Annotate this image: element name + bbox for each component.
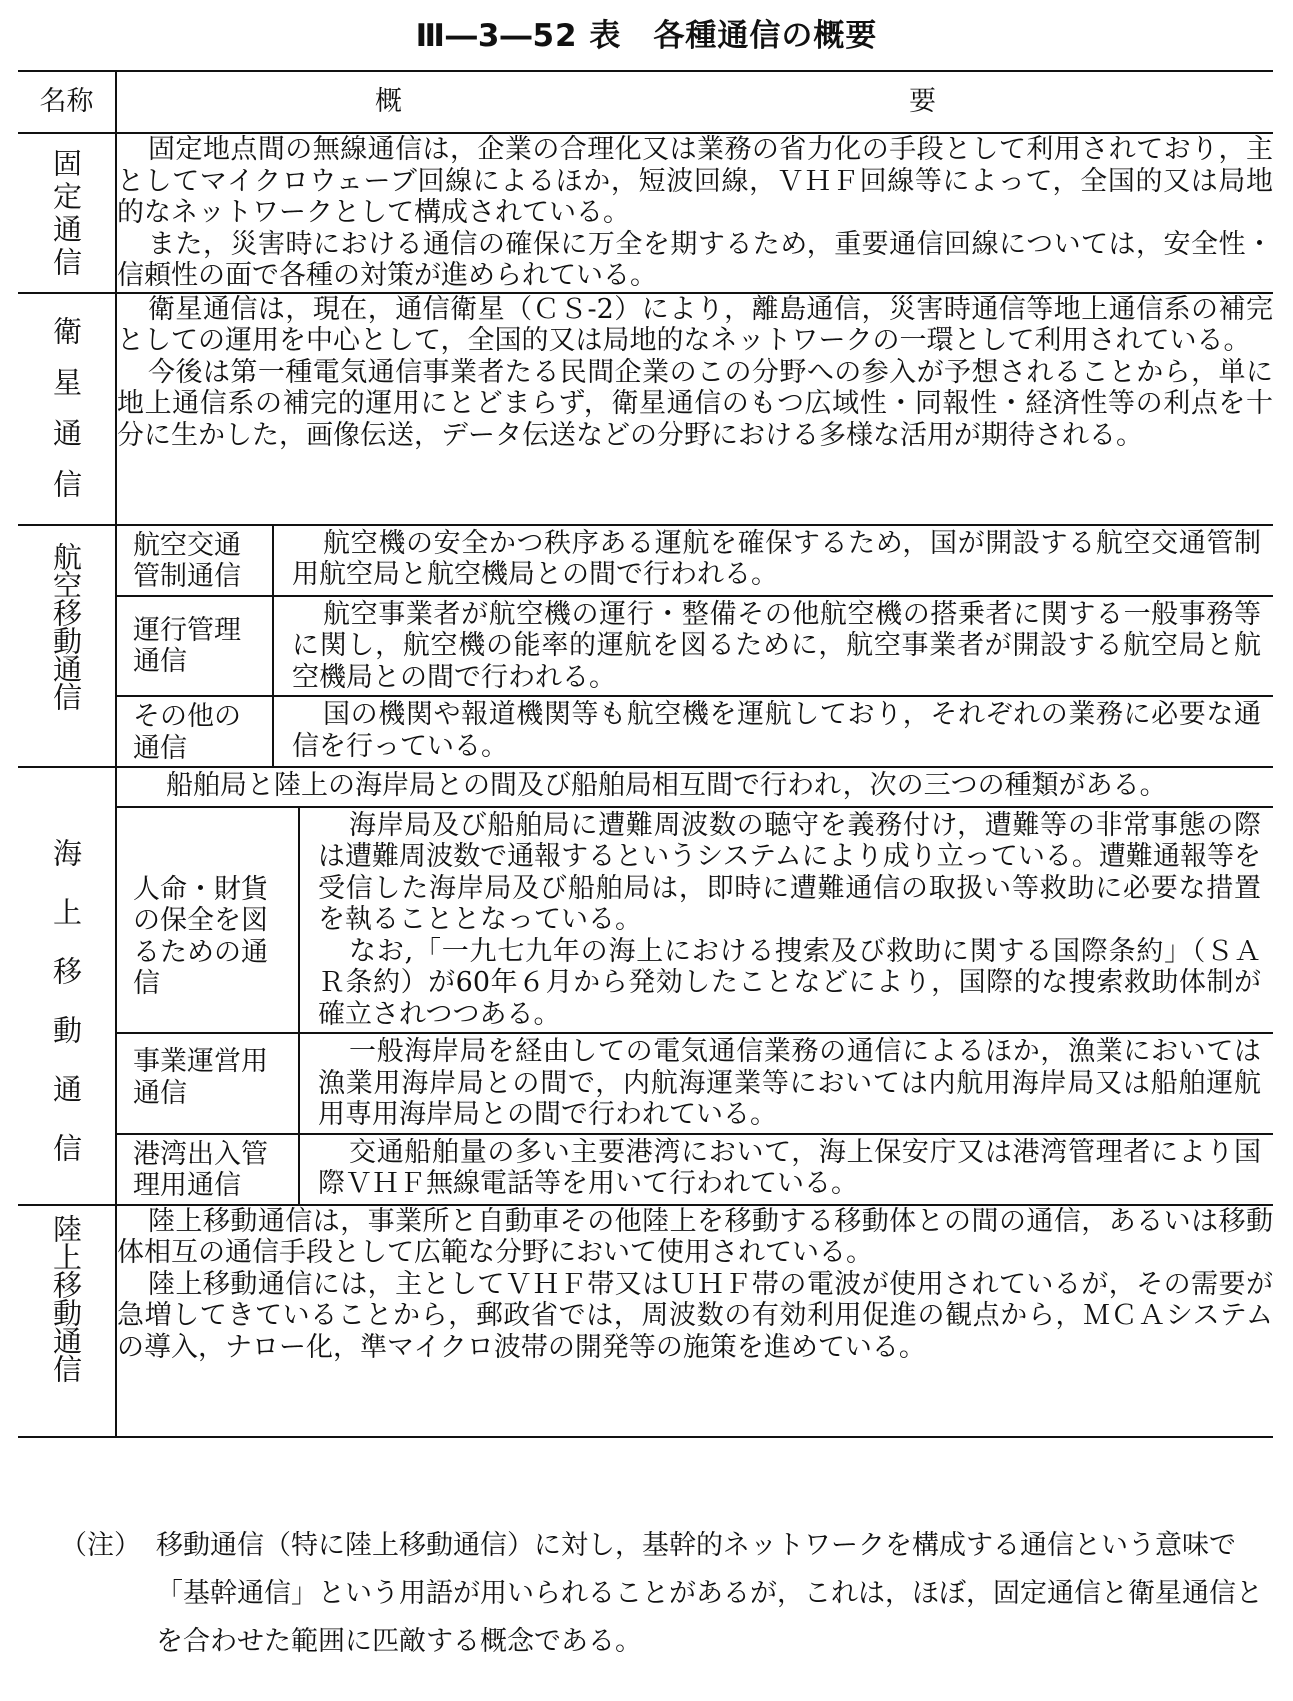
aero-item-name: 航空交通管制通信 xyxy=(117,526,273,596)
maritime-item-p1: 交通船舶量の多い主要港湾において，海上保安庁又は港湾管理者により国際ＶＨＦ無線電話等を用いて行われている。 xyxy=(318,1136,1261,1199)
footnote-label: （注） xyxy=(60,1530,141,1561)
page-title: Ⅲ―3―52 表 各種通信の概要 xyxy=(415,18,878,54)
row-satellite-p1: 衛星通信は，現在，通信衛星（ＣＳ-2）により，離島通信，災害時通信等地上通信系の補完としての運用を中心として，全国的又は局地的なネットワークの一環として利用されている。 xyxy=(117,293,1273,356)
maritime-subtable xyxy=(117,806,1273,1204)
row-land xyxy=(18,1205,1273,1437)
maritime-item-p1: 海岸局及び船舶局に遭難周波数の聴守を義務付け，遭難等の非常事態の際は遭難周波数で通報するというシステムにより成り立っている。遭難通報等を受信した海岸局及び船舶局は，即時に遭難通信の取扱い等救助に必要な措置を執ることとなっている。 xyxy=(318,809,1261,935)
maritime-item-name: 港湾出入管理用通信 xyxy=(117,1134,299,1204)
overview-table xyxy=(18,70,1273,1438)
row-fixed-p1: 固定地点間の無線通信は，企業の合理化又は業務の省力化の手段として利用されており，主としてマイクロウェーブ回線によるほか，短波回線，ＶＨＦ回線等によって，全国的又は局地的なネットワークとして構成されている。 xyxy=(117,134,1273,228)
header-desc xyxy=(116,71,1273,133)
row-aero-name: 航空移動通信 xyxy=(49,541,83,710)
aero-item-name: 運行管理通信 xyxy=(117,596,273,697)
aero-item-text: 国の機関や報道機関等も航空機を運航しており，それぞれの業務に必要な通信を行っている。 xyxy=(292,699,1261,762)
row-satellite-name: 衛星通信 xyxy=(49,315,83,520)
aero-item-text: 航空機の安全かつ秩序ある運航を確保するため，国が開設する航空交通管制用航空局と航空機局との間で行われる。 xyxy=(292,527,1261,590)
header-desc-1: 概 xyxy=(375,86,402,117)
row-fixed-name: 固定通信 xyxy=(49,148,83,280)
aero-item-name: その他の通信 xyxy=(117,696,273,766)
aero-item-text: 航空事業者が航空機の運行・整備その他航空機の搭乗者に関する一般事務等に関し，航空機の能率的運航を図るために，航空事業者が開設する航空局と航空機局との間で行われる。 xyxy=(292,598,1261,693)
row-satellite-p2: 今後は第一種電気通信事業者たる民間企業のこの分野への参入が予想されることから，単に地上通信系の補完的運用にとどまらず，衛星通信のもつ広域性・同報性・経済性等の利点を十分に生かした，画像伝送，データ伝送などの分野における多様な活用が期待される。 xyxy=(117,356,1273,451)
maritime-item xyxy=(117,1033,1273,1134)
row-maritime xyxy=(18,767,1273,1205)
aero-item xyxy=(117,696,1273,766)
maritime-item-name: 事業運営用通信 xyxy=(117,1033,299,1134)
row-land-p1: 陸上移動通信は，事業所と自動車その他陸上を移動する移動体との間の通信，あるいは移動体相互の通信手段として広範な分野において使用されている。 xyxy=(117,1205,1273,1268)
row-maritime-name: 海上移動通信 xyxy=(49,838,83,1192)
header-desc-2: 要 xyxy=(909,86,936,117)
footnote xyxy=(60,1522,1265,1666)
row-land-p2: 陸上移動通信には，主としてＶＨＦ帯又はＵＨＦ帯の電波が使用されているが，その需要が急増してきていることから，郵政省では，周波数の有効利用促進の観点から，ＭＣＡシステムの導入，ナロー化，準マイクロ波帯の開発等の施策を進めている。 xyxy=(117,1268,1273,1363)
maritime-item-p1: 一般海岸局を経由しての電気通信業務の通信によるほか，漁業においては漁業用海岸局との間で，内航海運業等においては内航用海岸局又は船舶運航用専用海岸局との間で行われている。 xyxy=(318,1036,1261,1130)
maritime-item xyxy=(117,807,1273,1034)
maritime-item-p2: なお,「一九七九年の海上における捜索及び救助に関する国際条約」（ＳＡＲ条約）が60年６月から発効したことなどにより，国際的な捜索救助体制が確立されつつある。 xyxy=(318,935,1261,1030)
row-fixed-p2: また，災害時における通信の確保に万全を期するため，重要通信回線については，安全性・信頼性の面で各種の対策が進められている。 xyxy=(117,228,1273,291)
maritime-item xyxy=(117,1134,1273,1204)
aero-item xyxy=(117,596,1273,697)
row-land-name: 陸上移動通信 xyxy=(49,1213,83,1382)
row-aero xyxy=(18,525,1273,768)
row-satellite xyxy=(18,293,1273,525)
footnote-text: 移動通信（特に陸上移動通信）に対し，基幹的ネットワークを構成する通信という意味で「基幹通信」という用語が用いられることがあるが，これは，ほぼ，固定通信と衛星通信とを合わせた範囲に匹敵する概念である。 xyxy=(156,1530,1263,1657)
row-fixed xyxy=(18,133,1273,293)
table-header-row xyxy=(18,71,1273,133)
header-name: 名称 xyxy=(18,71,116,133)
maritime-intro: 船舶局と陸上の海岸局との間及び船舶局相互間で行われ，次の三つの種類がある。 xyxy=(166,770,1167,801)
maritime-item-name: 人命・財貨の保全を図るための通信 xyxy=(117,807,299,1034)
aero-subtable xyxy=(117,526,1273,767)
aero-item xyxy=(117,526,1273,596)
